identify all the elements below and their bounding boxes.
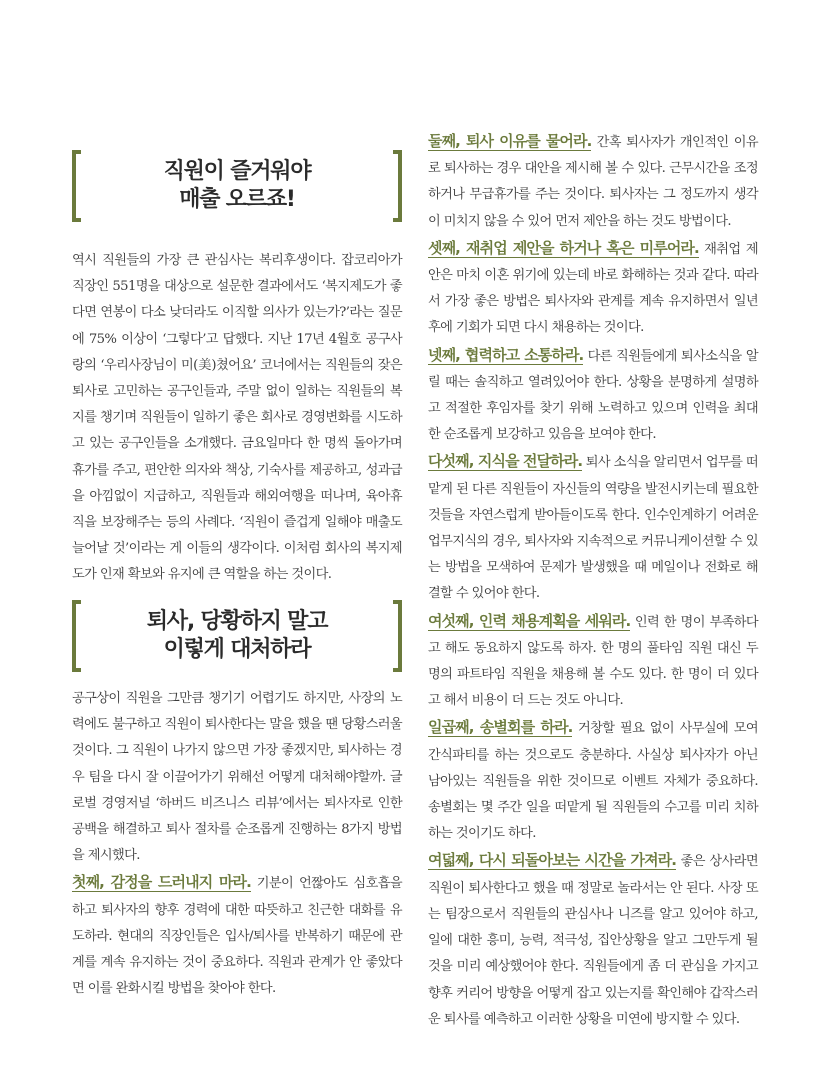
tip-item [428, 342, 758, 449]
tip-title: 다섯째, 지식을 전달하라. [428, 452, 583, 471]
tip-text: 간혹 퇴사자가 개인적인 이유로 퇴사하는 경우 대안을 제시해 볼 수 있다. 근무시간을 조정하거나 무급휴가를 주는 것이다. 퇴사자는 그 정도까지 생각이 미치지 않을 수 있어 먼저 제안을 하는 것도 방법이다. [428, 135, 758, 229]
tip-text: 다른 직원들에게 퇴사소식을 알릴 때는 솔직하고 열려있어야 한다. 상황을 분명하게 설명하고 적절한 후임자를 찾기 위해 노력하고 있으며 인력을 최대한 순조롭게 보강하고 있음을 보여야 한다. [428, 348, 758, 443]
section-heading-box [72, 600, 402, 672]
body-paragraph: 공구상이 직원을 그만큼 챙기기 어렵기도 하지만, 사장의 노력에도 불구하고 직원이 퇴사한다는 말을 했을 땐 당황스러울 것이다. 그 직원이 나가지 않으면 가장 좋겠지만, 퇴사하는 경우 팀을 다시 잘 이끌어가기 위해선 어떻게 대처해야할까. 글로벌 경영저널 ‘하버드 비즈니스 리뷰’에서는 퇴사자로 인한 공백을 해결하고 퇴사 절차를 순조롭게 진행하는 8가지 방법을 제시했다. [72, 691, 402, 864]
tip-item [428, 448, 758, 607]
tip-text: 거창할 필요 없이 사무실에 모여 간식파티를 하는 것으로도 충분하다. 사실상 퇴사자가 아닌 남아있는 직원들을 위한 것이므로 이벤트 자체가 중요하다. 송별회는 몇 주간 일을 떠맡게 될 직원들의 수고를 미리 치하하는 것이기도 하다. [428, 721, 758, 842]
tip-title: 넷째, 협력하고 소통하라. [428, 345, 584, 364]
heading-line-2: 매출 오르죠! [179, 187, 295, 212]
tip-item [428, 128, 758, 235]
tip-title: 여덟째, 다시 되돌아보는 시간을 가져라. [428, 851, 677, 870]
tip-text: 퇴사 소식을 알리면서 업무를 떠맡게 된 다른 직원들이 자신들의 역량을 발전시키는데 필요한 것들을 자연스럽게 받아들이도록 한다. 인수인계하기 어려운 업무지식의 경우, 퇴사자와 지속적으로 커뮤니케이션할 수 있는 방법을 모색하여 문제가 발생했을 때 메일이나 전화로 해결할 수 있어야 한다. [428, 455, 758, 602]
tip-title: 여섯째, 인력 채용계획을 세워라. [428, 611, 631, 630]
right-bracket [393, 150, 402, 222]
tip-item [428, 235, 758, 342]
tip-text: 기분이 언짢아도 심호흡을 하고 퇴사자의 향후 경력에 대한 따뜻하고 친근한 대화를 유도하라. 현대의 직장인들은 입사/퇴사를 반복하기 때문에 관계를 계속 유지하는 것이 중요하다. 직원과 관계가 안 좋았다면 이를 완화시킬 방법을 찾아야 한다. [72, 876, 402, 997]
section-heading [147, 608, 328, 664]
tip-title: 셋째, 재취업 제안을 하거나 혹은 미루어라. [428, 238, 699, 257]
heading-line-1: 퇴사, 당황하지 말고 [146, 609, 328, 634]
section-heading [164, 158, 311, 214]
right-bracket [393, 600, 402, 672]
tip-item [428, 714, 758, 847]
section-employee-welfare [72, 150, 402, 589]
left-bracket [72, 150, 81, 222]
right-column [428, 128, 758, 1033]
tip-title: 둘째, 퇴사 이유를 물어라. [428, 132, 592, 150]
tip-text: 인력 한 명이 부족하다고 해도 동요하지 않도록 하자. 한 명의 풀타임 직원 대신 두 명의 파트타임 직원을 채용해 볼 수도 있다. 한 명이 더 있다고 해서 비용이 더 드는 것도 아니다. [428, 614, 758, 709]
heading-line-2: 이렇게 대처하라 [163, 637, 311, 662]
section-heading-box [72, 150, 402, 222]
tip-text: 재취업 제안은 마치 이혼 위기에 있는데 바로 화해하는 것과 같다. 따라서 가장 좋은 방법은 퇴사자와 관계를 계속 유지하면서 일년 후에 기회가 되면 다시 채용하는 것이다. [428, 241, 758, 336]
left-bracket [72, 600, 81, 672]
heading-line-1: 직원이 즐거워야 [163, 159, 311, 184]
tip-item [72, 869, 402, 1002]
tip-title: 첫째, 감정을 드러내지 마라. [72, 873, 251, 892]
tip-text: 좋은 상사라면 직원이 퇴사한다고 했을 때 정말로 놀라서는 안 된다. 사장 또는 팀장으로서 직원들의 관심사나 니즈를 알고 있어야 하고, 일에 대한 흥미, 능력, 적극성, 집안상황을 알고 그만두게 될 것을 미리 예상했어야 한다. 직원들에게 좀 더 관심을 가지고 향후 커리어 방향을 어떻게 잡고 있는지를 확인해야 갑작스러운 퇴사를 예측하고 이러한 상황을 미연에 방지할 수 있다. [428, 854, 758, 1027]
body-paragraph: 역시 직원들의 가장 큰 관심사는 복리후생이다. 잡코리아가 직장인 551명을 대상으로 설문한 결과에서도 ‘복지제도가 좋다면 연봉이 다소 낮더라도 이직할 의사가 있는가?’라는 질문에 75% 이상이 ‘그렇다’고 답했다. 지난 17년 4월호 공구사랑의 ‘우리사장님이 미(美)쳤어요’ 코너에서는 직원들의 잦은 퇴사로 고민하는 공구인들과, 주말 없이 일하는 직원들의 복지를 챙기며 직원들이 일하기 좋은 회사로 경영변화를 시도하고 있는 공구인들을 소개했다. 금요일마다 한 명씩 돌아가며 휴가를 주고, 편안한 의자와 책상, 기숙사를 제공하고, 성과급을 아낌없이 지급하고, 직원들과 해외여행을 떠나며, 육아휴직을 보장해주는 등의 사례다. ‘직원이 즐겁게 일해야 매출도 늘어날 것’이라는 게 이들의 생각이다. 이처럼 회사의 복지제도가 인재 확보와 유지에 큰 역할을 하는 것이다. [72, 253, 402, 583]
tip-item [428, 847, 758, 1032]
tip-item [428, 608, 758, 715]
tip-title: 일곱째, 송별회를 하라. [428, 718, 573, 737]
section-resignation-response [72, 600, 402, 1002]
